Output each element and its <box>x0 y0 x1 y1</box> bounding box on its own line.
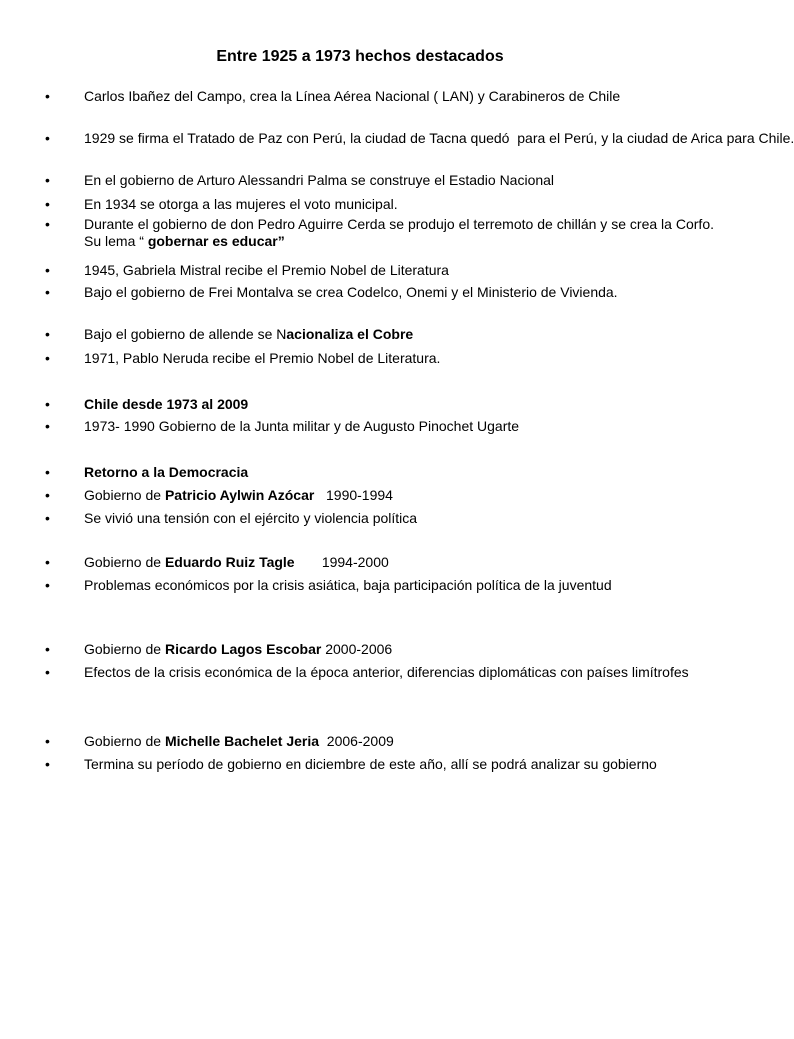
list-item <box>45 510 714 527</box>
list-item-text <box>84 554 714 571</box>
list-item-text <box>84 487 714 504</box>
bullet-icon: • <box>45 733 50 749</box>
text-run: Gobierno de <box>84 733 165 749</box>
text-run: Gobierno de <box>84 641 165 657</box>
list-item <box>45 554 714 571</box>
list-item <box>45 350 714 367</box>
text-run: En el gobierno de Arturo Alessandri Palma se construye el Estadio Nacional <box>84 172 555 188</box>
text-run: 1929 se firma el Tratado de Paz con Perú, la ciudad de Tacna quedó para el Perú, y la ciudad de Arica para Chile. <box>84 130 794 146</box>
list-item <box>45 216 714 250</box>
list-item-text <box>84 88 714 105</box>
bullet-icon: • <box>45 216 50 232</box>
bold-text: Eduardo Ruiz Tagle <box>164 554 295 570</box>
text-run: 1945, Gabriela Mistral recibe el Premio Nobel de Literatura <box>84 262 449 278</box>
text-run: Efectos de la crisis económica de la época anterior, diferencias diplomáticas con países limítrofes <box>84 664 689 680</box>
list-item-text <box>84 664 714 681</box>
list-item-text <box>84 172 714 189</box>
bullet-icon: • <box>45 418 50 434</box>
bullet-icon: • <box>45 664 50 680</box>
bold-text: Ricardo Lagos Escobar <box>164 641 322 657</box>
list-item-text <box>84 326 714 343</box>
text-run: 2006-2009 <box>319 733 394 749</box>
list-item-text <box>84 284 714 301</box>
list-item-text <box>84 510 714 527</box>
bullet-icon: • <box>45 262 50 278</box>
list-item <box>45 641 714 658</box>
text-run: Se vivió una tensión con el ejército y violencia política <box>84 510 418 526</box>
bullet-icon: • <box>45 554 50 570</box>
list-item-text <box>84 733 714 750</box>
text-run: Termina su período de gobierno en diciembre de este año, allí se podrá analizar su gobierno <box>84 756 657 772</box>
text-run: Problemas económicos por la crisis asiática, baja participación política de la juventud <box>84 577 612 593</box>
bold-text: Chile desde 1973 al 2009 <box>84 396 249 412</box>
bullet-icon: • <box>45 510 50 526</box>
text-run: 1994-2000 <box>294 554 389 570</box>
list-item <box>45 262 714 279</box>
list-item-text <box>84 756 714 773</box>
text-run: Carlos Ibañez del Campo, crea la Línea Aérea Nacional ( LAN) y Carabineros de Chile <box>84 88 621 104</box>
bold-text: acionaliza el Cobre <box>286 326 414 342</box>
list-item <box>45 284 714 301</box>
list-item-text <box>84 464 714 481</box>
list-item <box>45 577 714 594</box>
bullet-icon: • <box>45 172 50 188</box>
text-run: Bajo el gobierno de Frei Montalva se crea Codelco, Onemi y el Ministerio de Vivienda. <box>84 284 618 300</box>
bold-text: gobernar es educar” <box>147 233 285 249</box>
list-item-text <box>84 216 714 250</box>
list-item-text <box>84 130 794 147</box>
text-run: 1971, Pablo Neruda recibe el Premio Nobel de Literatura. <box>84 350 441 366</box>
bullet-icon: • <box>45 350 50 366</box>
bold-text: Michelle Bachelet Jeria <box>164 733 320 749</box>
bullet-icon: • <box>45 641 50 657</box>
bullet-icon: • <box>45 756 50 772</box>
list-item <box>45 418 714 435</box>
list-item <box>45 396 714 413</box>
bullet-icon: • <box>45 487 50 503</box>
bold-text: Patricio Aylwin Azócar <box>164 487 315 503</box>
bold-text: Retorno a la Democracia <box>84 464 249 480</box>
list-item <box>45 756 714 773</box>
list-item-text <box>84 396 714 413</box>
text-run: 1990-1994 <box>314 487 393 503</box>
text-run: 1973- 1990 Gobierno de la Junta militar y de Augusto Pinochet Ugarte <box>84 418 520 434</box>
bullet-icon: • <box>45 326 50 342</box>
list-item <box>45 172 714 189</box>
list-item-text <box>84 350 714 367</box>
bullet-icon: • <box>45 196 50 212</box>
bullet-icon: • <box>45 88 50 104</box>
bullet-icon: • <box>45 464 50 480</box>
bullet-icon: • <box>45 396 50 412</box>
list-item <box>45 196 714 213</box>
text-run: 2000-2006 <box>321 641 393 657</box>
bullet-icon: • <box>45 577 50 593</box>
page-title: Entre 1925 a 1973 hechos destacados <box>216 48 504 65</box>
list-item <box>45 664 714 681</box>
list-item <box>45 464 714 481</box>
list-item <box>45 88 714 105</box>
text-run: Bajo el gobierno de allende se N <box>84 326 287 342</box>
list-item <box>45 130 794 147</box>
bullet-icon: • <box>45 284 50 300</box>
list-item-text <box>84 641 714 658</box>
list-item-text <box>84 418 714 435</box>
list-item-text <box>84 577 714 594</box>
text-run: Gobierno de <box>84 554 165 570</box>
text-run: En 1934 se otorga a las mujeres el voto municipal. <box>84 196 398 212</box>
list-item-text <box>84 262 714 279</box>
text-run: Gobierno de <box>84 487 165 503</box>
bullet-icon: • <box>45 130 50 146</box>
list-item-text <box>84 196 714 213</box>
text-run: Durante el gobierno de don Pedro Aguirre Cerda se produjo el terremoto de chillán y se crea la Corfo. Su lema “ <box>84 216 714 249</box>
list-item <box>45 326 714 343</box>
list-item <box>45 487 714 504</box>
list-item <box>45 733 714 750</box>
